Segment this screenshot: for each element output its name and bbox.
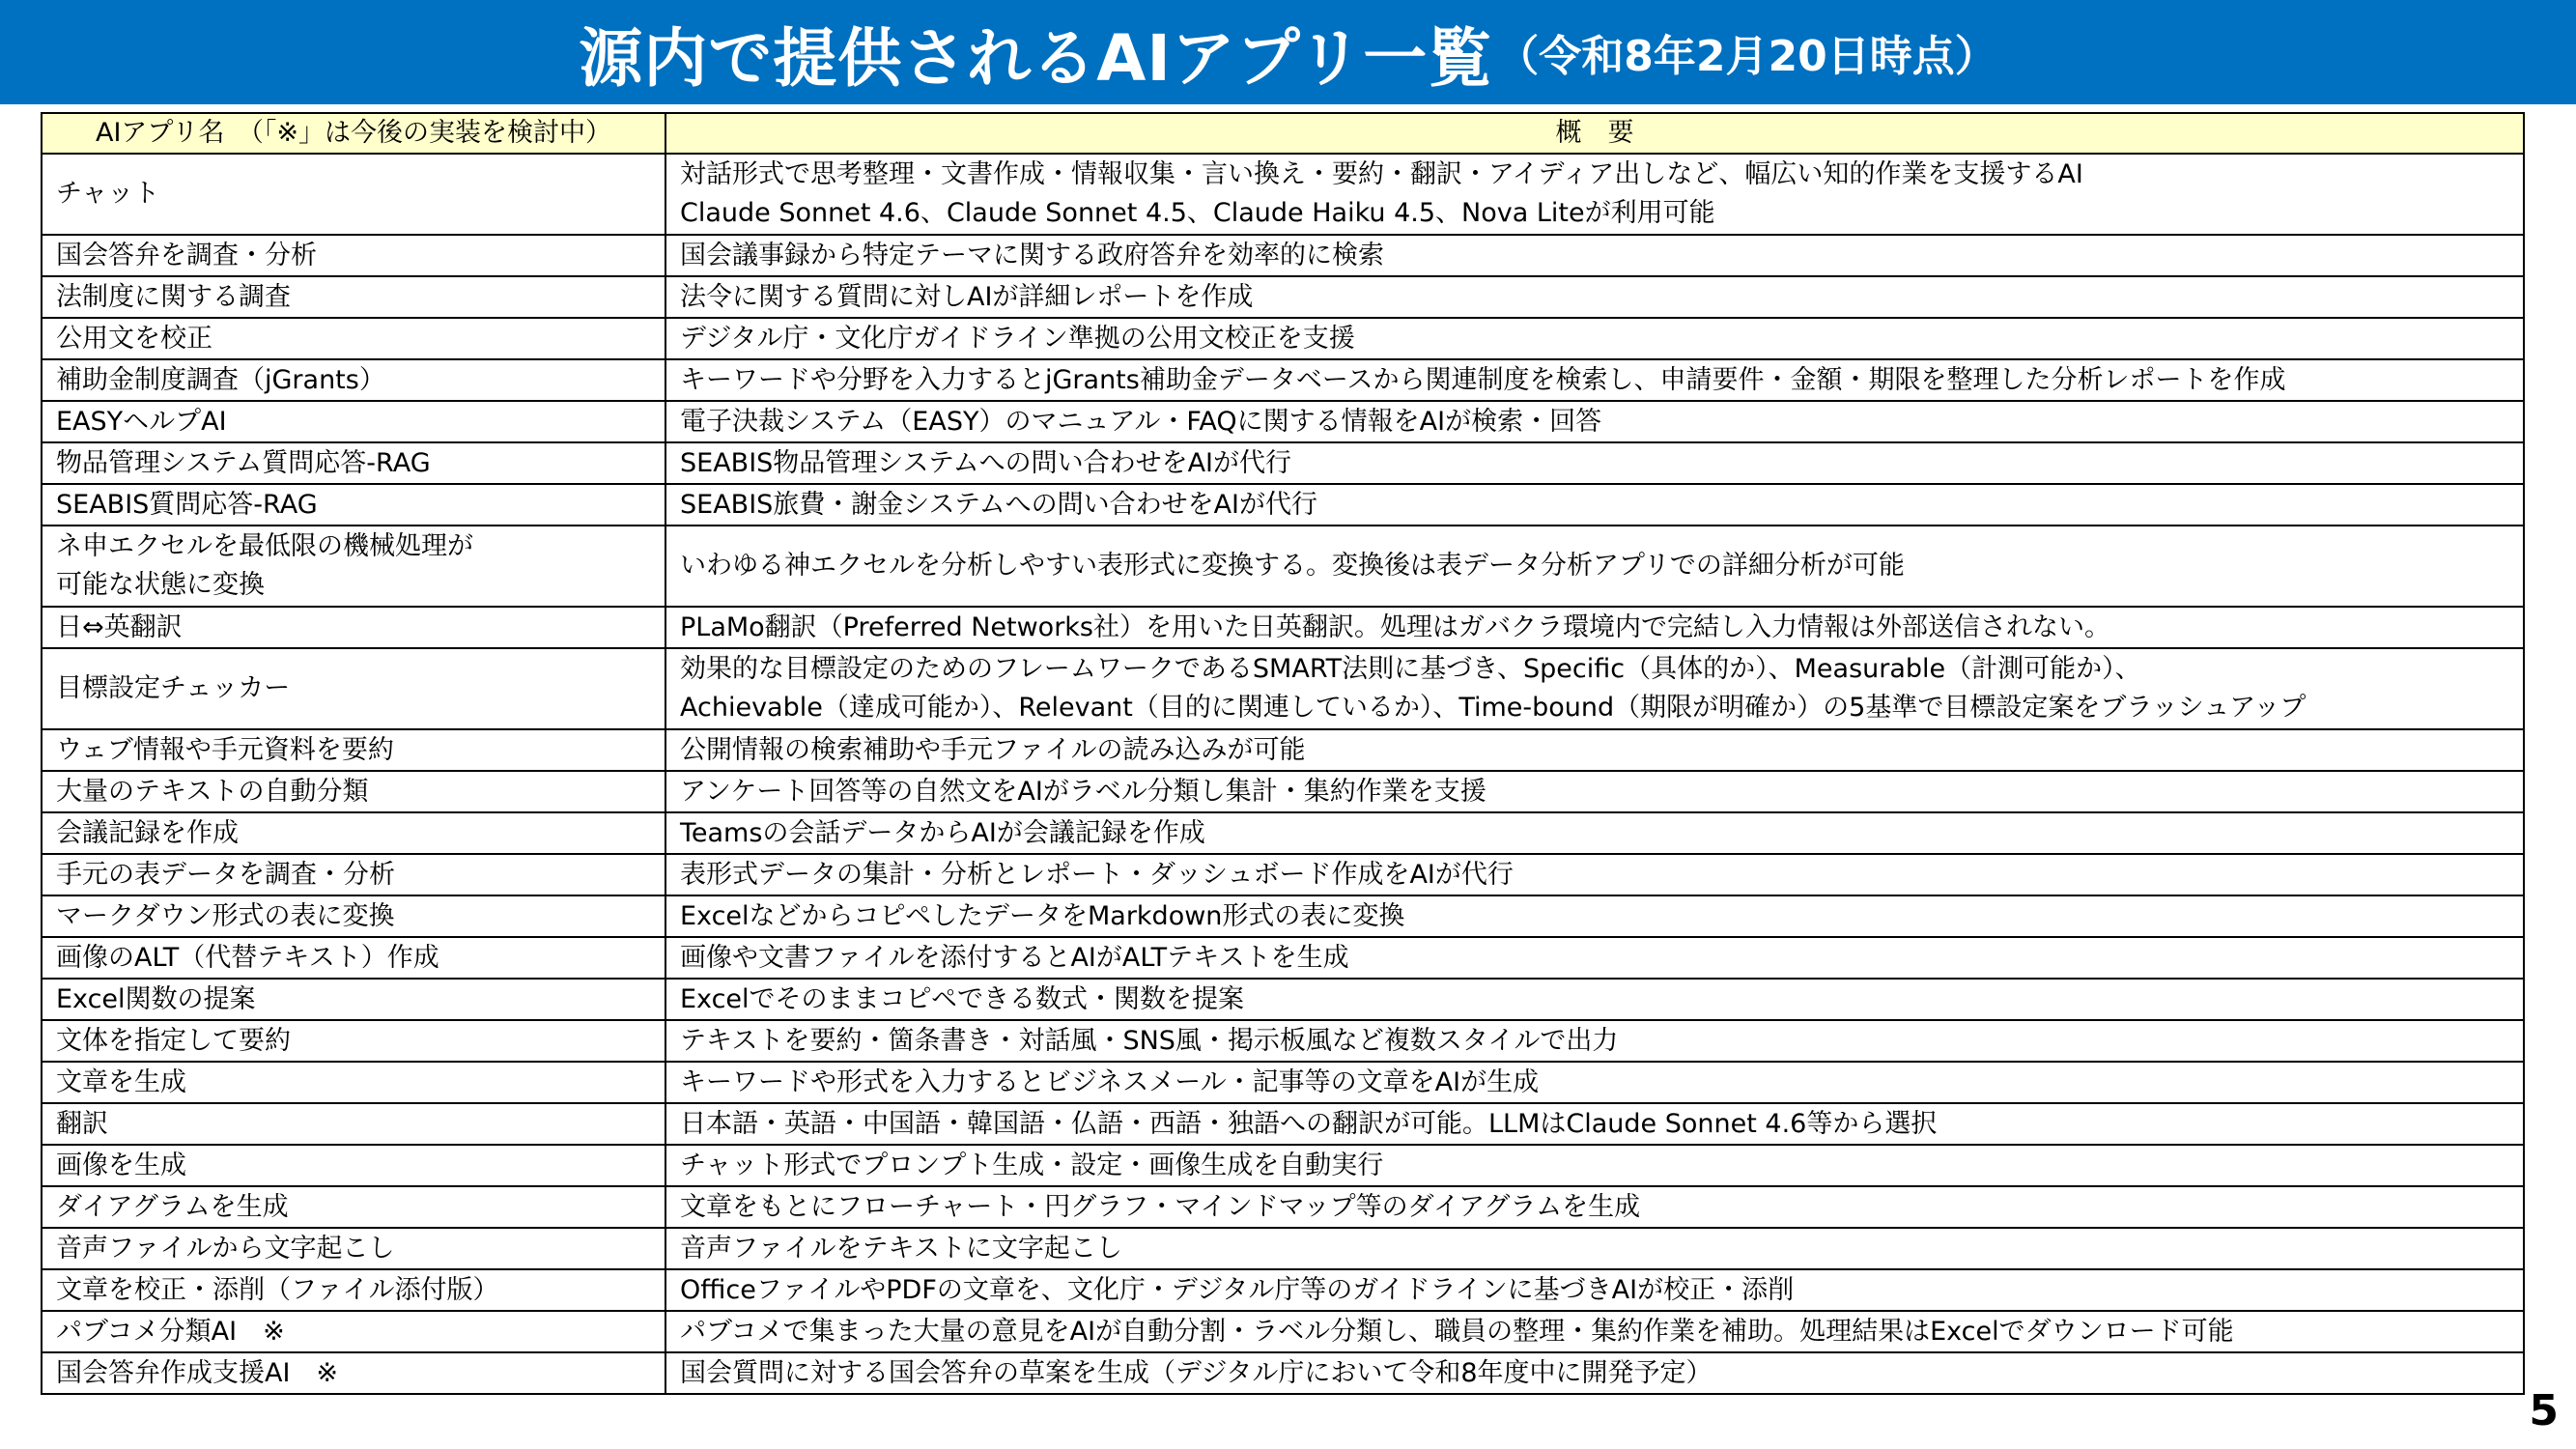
cell-text: 手元の表データを調査・分析 [56, 859, 395, 890]
cell-text: Excel関数の提案 [56, 983, 256, 1014]
table-row [42, 812, 2524, 854]
cell-text: 画像のALT（代替テキスト）作成 [56, 942, 439, 973]
summary-cell [665, 854, 2524, 895]
summary-cell [665, 1311, 2524, 1352]
app-name-cell [42, 648, 665, 729]
app-name-cell [42, 729, 665, 771]
cell-text: OfficeファイルやPDFの文章を、文化庁・デジタル庁等のガイドラインに基づきAIが校正・添削 [680, 1274, 1795, 1305]
cell-text: 補助金制度調査（jGrants） [56, 364, 385, 395]
cell-text: PLaMo翻訳（Preferred Networks社）を用いた日英翻訳。処理はガバクラ環境内で完結し入力情報は外部送信されない。 [680, 611, 2110, 642]
table-row [42, 1228, 2524, 1269]
table-row [42, 1352, 2524, 1394]
table-row [42, 1269, 2524, 1311]
app-name-cell [42, 812, 665, 854]
app-name-cell [42, 1020, 665, 1062]
cell-text: 対話形式で思考整理・文書作成・情報収集・言い換え・要約・翻訳・アイディア出しなど、幅広い知的作業を支援するAI [680, 159, 2083, 189]
app-name-cell [42, 937, 665, 979]
cell-text: 法令に関する質問に対しAIが詳細レポートを作成 [680, 281, 1254, 312]
cell-text: 電子決裁システム（EASY）のマニュアル・FAQに関する情報をAIが検索・回答 [680, 406, 1602, 437]
cell-text: 画像を生成 [56, 1150, 186, 1180]
summary-cell [665, 607, 2524, 648]
table-header-row [42, 113, 2524, 154]
table-row [42, 359, 2524, 401]
summary-cell [665, 1186, 2524, 1228]
summary-cell [665, 648, 2524, 729]
app-name-cell [42, 979, 665, 1020]
table-row [42, 442, 2524, 484]
table-row [42, 276, 2524, 318]
cell-text: ウェブ情報や手元資料を要約 [56, 734, 394, 765]
table-row [42, 1186, 2524, 1228]
cell-text: 翻訳 [56, 1108, 108, 1139]
cell-text: Achievable（達成可能か）、Relevant（目的に関連しているか）、Time-bound（期限が明確か）の5基準で目標設定案をブラッシュアップ [680, 693, 2307, 723]
app-name-cell [42, 771, 665, 812]
table-row [42, 937, 2524, 979]
title-bar [0, 0, 2576, 104]
cell-text: 公用文を校正 [56, 323, 212, 354]
cell-text: 法制度に関する調査 [56, 281, 291, 312]
summary-cell [665, 526, 2524, 607]
app-name-cell [42, 854, 665, 895]
summary-cell [665, 484, 2524, 526]
cell-text: ExcelなどからコピペしたデータをMarkdown形式の表に変換 [680, 900, 1405, 931]
cell-text: 効果的な目標設定のためのフレームワークであるSMART法則に基づき、Specific（具体的か）、Measurable（計測可能か）、 [680, 654, 2141, 684]
app-name-cell [42, 318, 665, 359]
summary-cell [665, 401, 2524, 442]
cell-text: 文章を生成 [56, 1066, 186, 1097]
table-row [42, 1311, 2524, 1352]
app-name-cell [42, 1062, 665, 1103]
cell-text: 会議記録を作成 [56, 817, 239, 848]
column-header-summary: 概 要 [665, 113, 2524, 154]
cell-text: SEABIS物品管理システムへの問い合わせをAIが代行 [680, 447, 1292, 478]
cell-text: キーワードや分野を入力するとjGrants補助金データベースから関連制度を検索し、申請要件・金額・期限を整理した分析レポートを作成 [680, 364, 2286, 395]
app-name-cell [42, 895, 665, 937]
summary-cell [665, 359, 2524, 401]
column-header-app-name: AIアプリ名 （「※」は今後の実装を検討中） [42, 113, 665, 154]
summary-cell [665, 812, 2524, 854]
app-name-cell [42, 276, 665, 318]
cell-text: 大量のテキストの自動分類 [56, 776, 369, 807]
summary-cell [665, 895, 2524, 937]
summary-cell [665, 1352, 2524, 1394]
cell-text: パブコメで集まった大量の意見をAIが自動分割・ラベル分類し、職員の整理・集約作業を補助。処理結果はExcelでダウンロード可能 [680, 1316, 2234, 1347]
app-name-cell [42, 526, 665, 607]
table-row [42, 648, 2524, 729]
summary-cell [665, 1103, 2524, 1145]
app-name-cell [42, 1103, 665, 1145]
table-row [42, 895, 2524, 937]
summary-cell [665, 1228, 2524, 1269]
table-row [42, 401, 2524, 442]
cell-text: 公開情報の検索補助や手元ファイルの読み込みが可能 [680, 734, 1306, 765]
app-name-cell [42, 1186, 665, 1228]
cell-text: パブコメ分類AI ※ [56, 1316, 285, 1347]
cell-text: 音声ファイルをテキストに文字起こし [680, 1233, 1122, 1264]
app-name-cell [42, 442, 665, 484]
cell-text: 物品管理システム質問応答-RAG [56, 447, 431, 478]
cell-text: 文章を校正・添削（ファイル添付版） [56, 1274, 499, 1305]
cell-text: 文章をもとにフローチャート・円グラフ・マインドマップ等のダイアグラムを生成 [680, 1191, 1641, 1222]
app-name-cell [42, 1311, 665, 1352]
cell-text: 文体を指定して要約 [56, 1025, 291, 1056]
app-name-cell [42, 235, 665, 276]
summary-cell [665, 729, 2524, 771]
cell-text: いわゆる神エクセルを分析しやすい表形式に変換する。変換後は表データ分析アプリでの詳細分析が可能 [680, 551, 1905, 581]
date-note: （令和8年2月20日時点） [1496, 32, 1997, 81]
table-row [42, 854, 2524, 895]
cell-text: デジタル庁・文化庁ガイドライン準拠の公用文校正を支援 [680, 323, 1355, 354]
cell-text: アンケート回答等の自然文をAIがラベル分類し集計・集約作業を支援 [680, 776, 1486, 807]
table-row [42, 1145, 2524, 1186]
cell-text: 国会質問に対する国会答弁の草案を生成（デジタル庁において令和8年度中に開発予定） [680, 1357, 1713, 1388]
app-name-cell [42, 484, 665, 526]
summary-cell [665, 937, 2524, 979]
cell-text: 日⇔英翻訳 [56, 611, 183, 642]
cell-text: 国会答弁を調査・分析 [56, 240, 317, 270]
summary-cell [665, 1145, 2524, 1186]
table-row [42, 1020, 2524, 1062]
app-name-cell [42, 1269, 665, 1311]
table-row [42, 979, 2524, 1020]
cell-text: 目標設定チェッカー [56, 673, 291, 703]
cell-text: 日本語・英語・中国語・韓国語・仏語・西語・独語への翻訳が可能。LLMはClaude Sonnet 4.6等から選択 [680, 1108, 1938, 1139]
app-name-cell [42, 1228, 665, 1269]
cell-text: 音声ファイルから文字起こし [56, 1233, 395, 1264]
page-title: 源内で提供されるAIアプリ一覧 [579, 20, 1493, 96]
cell-text: 表形式データの集計・分析とレポート・ダッシュボード作成をAIが代行 [680, 859, 1514, 890]
page-number: 5 [2529, 1386, 2559, 1435]
summary-cell [665, 276, 2524, 318]
app-name-cell [42, 154, 665, 235]
cell-text: Excelでそのままコピペできる数式・関数を提案 [680, 983, 1244, 1014]
summary-cell [665, 1269, 2524, 1311]
cell-text: ネ申エクセルを最低限の機械処理が [56, 531, 473, 561]
summary-cell [665, 442, 2524, 484]
cell-text: キーワードや形式を入力するとビジネスメール・記事等の文章をAIが生成 [680, 1066, 1540, 1097]
cell-text: 画像や文書ファイルを添付するとAIがALTテキストを生成 [680, 942, 1349, 973]
summary-cell [665, 979, 2524, 1020]
cell-text: Claude Sonnet 4.6、Claude Sonnet 4.5、Claude Haiku 4.5、Nova Liteが利用可能 [680, 198, 1715, 228]
table-row [42, 771, 2524, 812]
cell-text: 可能な状態に変換 [56, 570, 265, 600]
summary-cell [665, 154, 2524, 235]
cell-text: チャット [56, 179, 160, 209]
summary-cell [665, 235, 2524, 276]
cell-text: EASYヘルプAI [56, 406, 227, 437]
summary-cell [665, 1062, 2524, 1103]
cell-text: ダイアグラムを生成 [56, 1191, 289, 1222]
cell-text: 国会答弁作成支援AI ※ [56, 1357, 339, 1388]
app-name-cell [42, 359, 665, 401]
app-name-cell [42, 607, 665, 648]
cell-text: SEABIS質問応答-RAG [56, 489, 318, 520]
table-row [42, 154, 2524, 235]
table-row [42, 318, 2524, 359]
table-row [42, 1103, 2524, 1145]
ai-apps-table [41, 112, 2525, 1395]
cell-text: Teamsの会話データからAIが会議記録を作成 [680, 817, 1205, 848]
app-name-cell [42, 401, 665, 442]
cell-text: 国会議事録から特定テーマに関する政府答弁を効率的に検索 [680, 240, 1384, 270]
cell-text: SEABIS旅費・謝金システムへの問い合わせをAIが代行 [680, 489, 1318, 520]
summary-cell [665, 318, 2524, 359]
table-row [42, 729, 2524, 771]
table-row [42, 526, 2524, 607]
table-row [42, 235, 2524, 276]
table-row [42, 607, 2524, 648]
table-row [42, 484, 2524, 526]
app-name-cell [42, 1145, 665, 1186]
cell-text: マークダウン形式の表に変換 [56, 900, 395, 931]
summary-cell [665, 1020, 2524, 1062]
cell-text: テキストを要約・箇条書き・対話風・SNS風・掲示板風など複数スタイルで出力 [680, 1025, 1619, 1056]
cell-text: チャット形式でプロンプト生成・設定・画像生成を自動実行 [680, 1150, 1384, 1180]
summary-cell [665, 771, 2524, 812]
table-row [42, 1062, 2524, 1103]
app-name-cell [42, 1352, 665, 1394]
